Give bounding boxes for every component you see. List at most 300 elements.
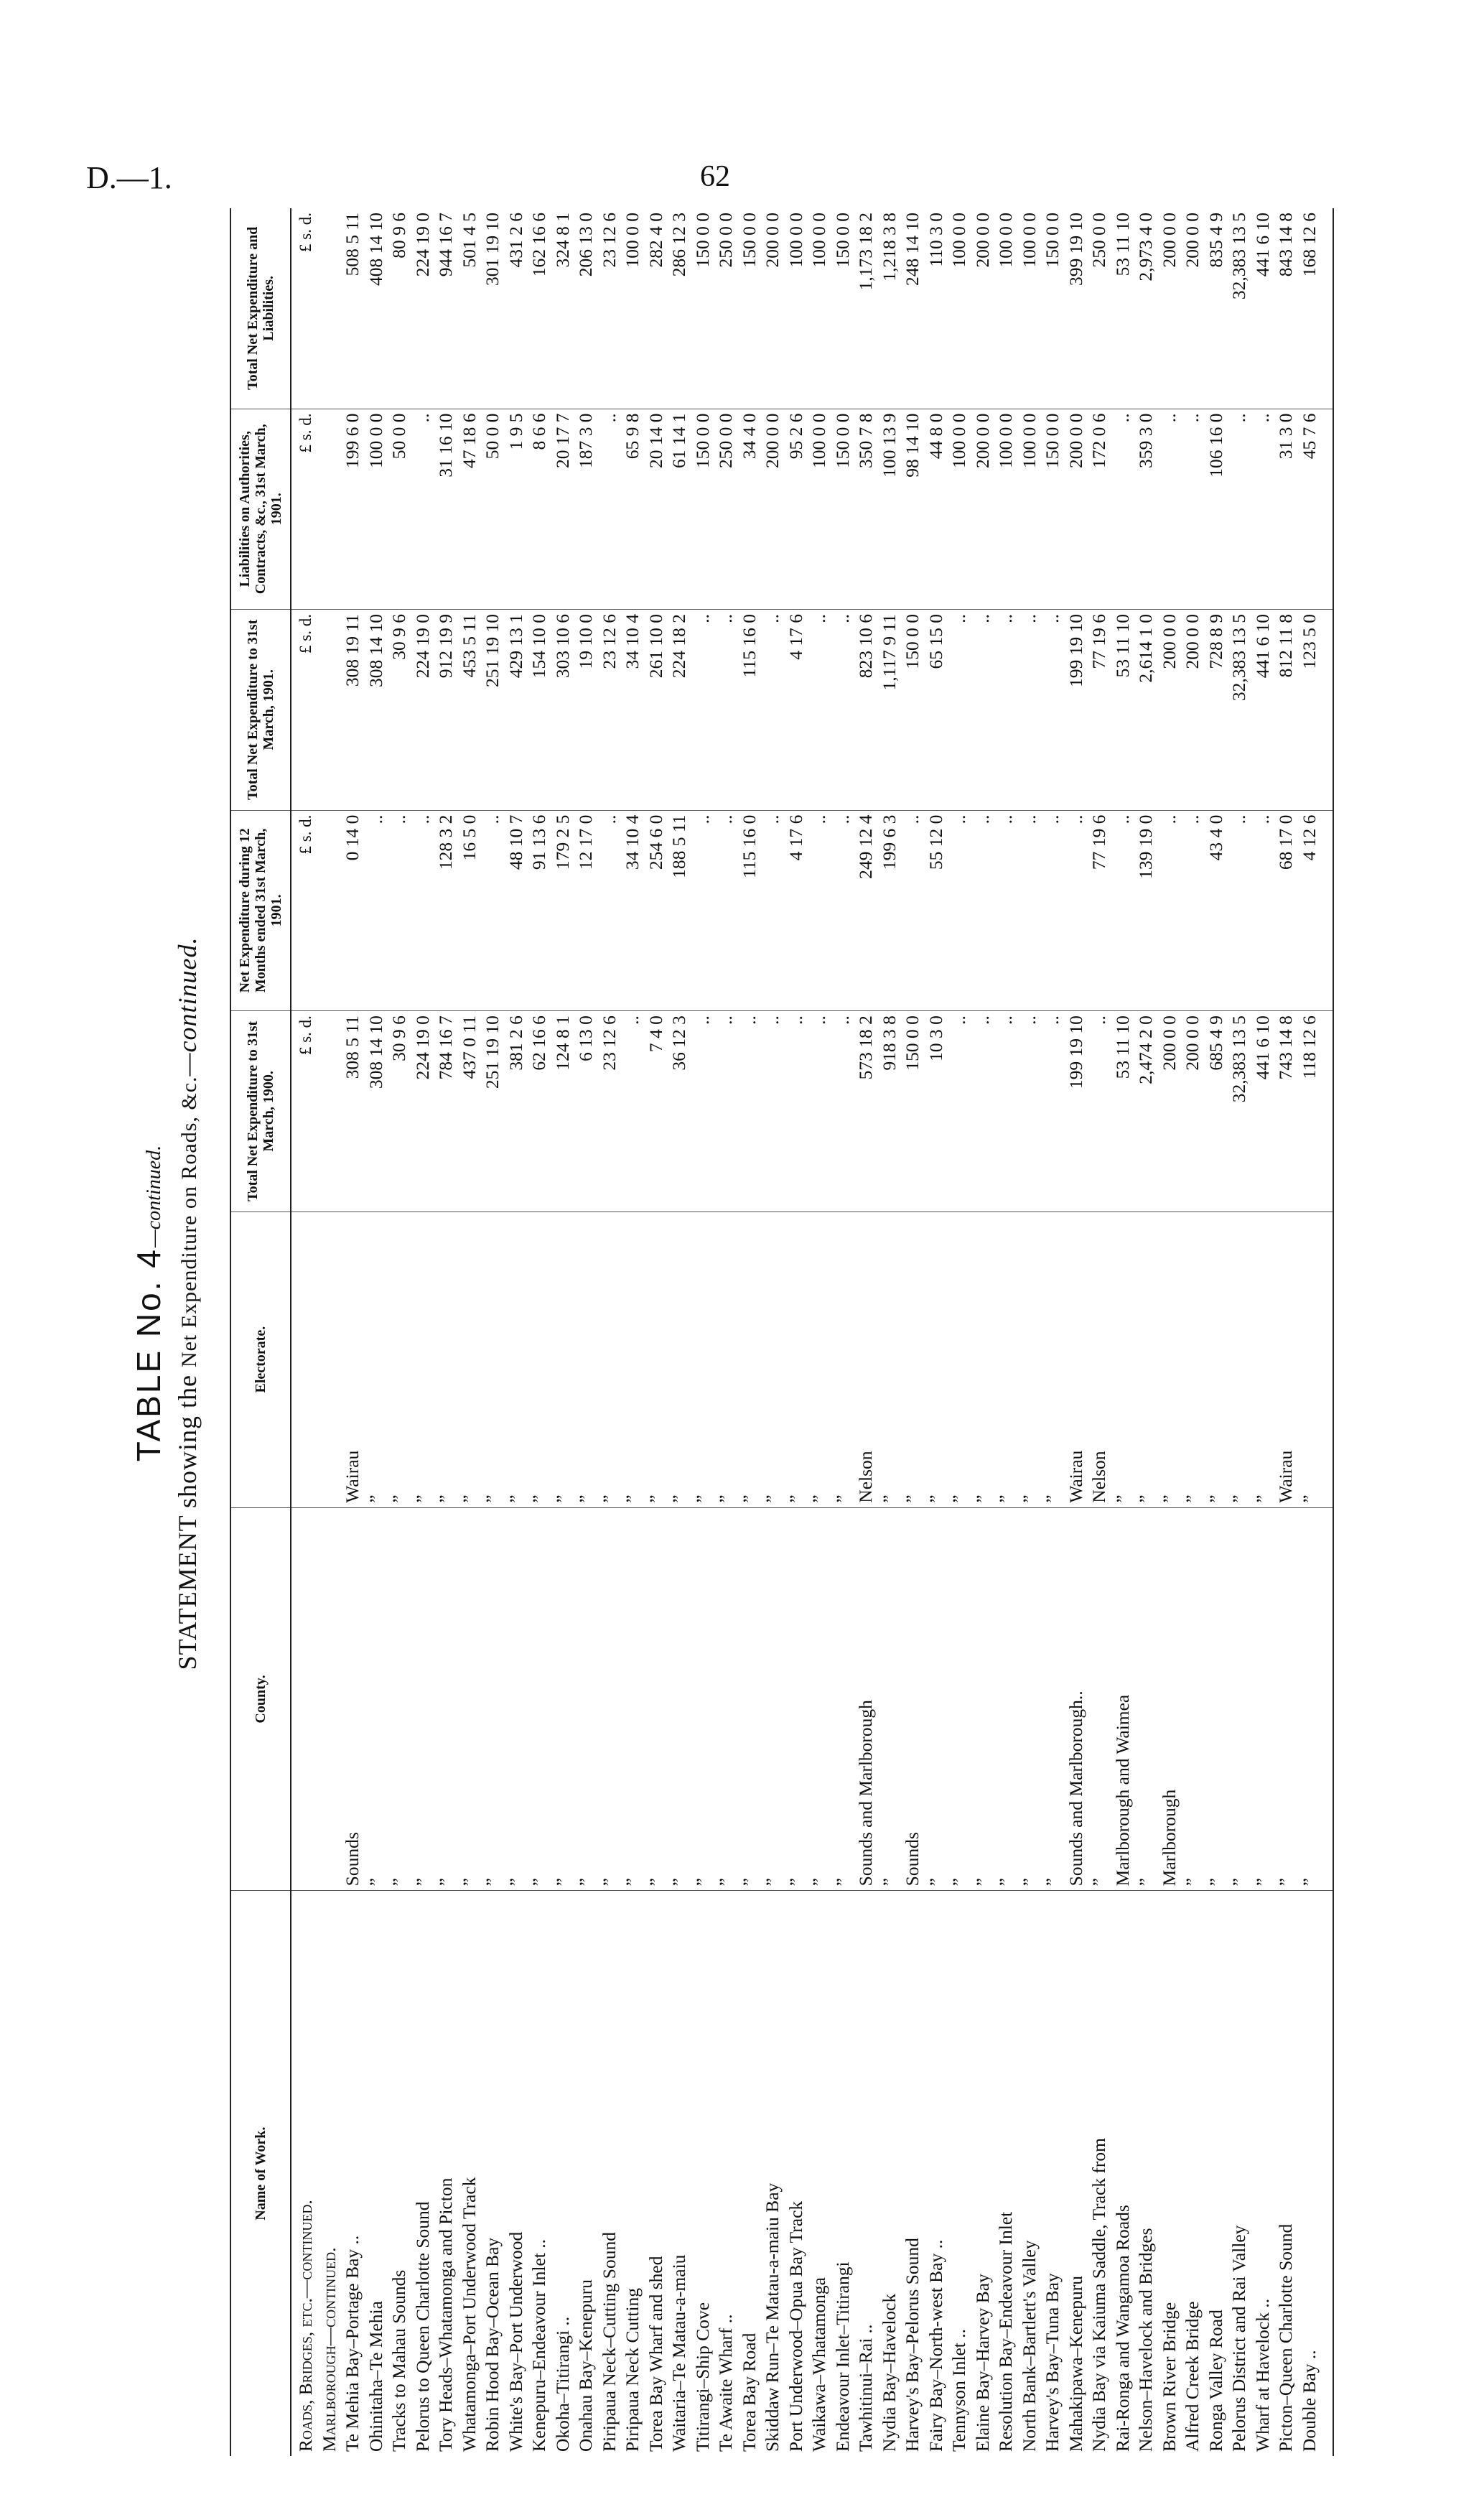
row-total: 80 9 6	[388, 208, 411, 409]
row-electorate: ”	[925, 1212, 948, 1507]
row-electorate: Nelson	[854, 1212, 878, 1507]
table-row	[925, 208, 948, 2456]
row-county: Sounds	[341, 1507, 365, 1891]
row-exp-1900: ..	[691, 1011, 715, 1212]
row-county: ”	[738, 1507, 762, 1891]
row-liabilities: 150 0 0	[691, 409, 715, 610]
row-liabilities: 100 0 0	[1018, 409, 1042, 610]
row-liabilities: 50 0 0	[388, 409, 411, 610]
table-row	[1041, 208, 1065, 2456]
expenditure-table	[230, 208, 1334, 2456]
row-name: Kenepuru–Endeavour Inlet ..	[528, 2239, 549, 2452]
row-exp-12m: ..	[365, 810, 388, 1011]
spacer-cell	[318, 1212, 342, 1507]
row-electorate: ”	[505, 1212, 528, 1507]
row-exp-1900: 36 12 3	[668, 1011, 691, 1212]
row-liabilities: 100 0 0	[994, 409, 1018, 610]
row-county: ”	[411, 1507, 435, 1891]
table-row	[738, 208, 762, 2456]
row-total: 110 3 0	[925, 208, 948, 409]
statement-main: Net Expenditure on Roads, &c.	[177, 1076, 201, 1368]
row-liabilities: 20 14 0	[645, 409, 668, 610]
row-electorate: ”	[1205, 1212, 1228, 1507]
row-exp-12m: 91 13 6	[528, 810, 551, 1011]
row-exp-1900: ..	[1041, 1011, 1065, 1212]
row-total: 150 0 0	[831, 208, 855, 409]
table-row	[1251, 208, 1275, 2456]
row-electorate: Wairau	[1065, 1212, 1088, 1507]
row-exp-1901: 154 10 0	[528, 610, 551, 811]
row-exp-12m: 4 17 6	[785, 810, 808, 1011]
table-row	[574, 208, 598, 2456]
row-electorate: ”	[1134, 1212, 1158, 1507]
row-exp-1901: 77 19 6	[1088, 610, 1111, 811]
table-subtitle	[172, 151, 202, 2456]
row-electorate: ”	[1298, 1212, 1334, 1507]
row-total: 168 12 6	[1298, 208, 1334, 409]
row-exp-1900: ..	[831, 1011, 855, 1212]
row-electorate: ”	[551, 1212, 575, 1507]
row-exp-1901: 53 11 10	[1111, 610, 1135, 811]
row-total: 408 14 10	[365, 208, 388, 409]
row-exp-1900: 200 0 0	[1181, 1011, 1205, 1212]
table-row	[481, 208, 505, 2456]
row-total: 843 14 8	[1274, 208, 1298, 409]
row-county: ”	[1041, 1507, 1065, 1891]
table-row	[528, 208, 551, 2456]
row-exp-12m: 68 17 0	[1274, 810, 1298, 1011]
row-exp-12m: 179 2 5	[551, 810, 575, 1011]
row-exp-12m: 128 3 2	[434, 810, 458, 1011]
table-row	[1111, 208, 1135, 2456]
row-liabilities: 100 0 0	[948, 409, 971, 610]
row-name: White's Bay–Port Underwood	[505, 2231, 526, 2452]
row-liabilities: 187 3 0	[574, 409, 598, 610]
row-total: 282 4 0	[645, 208, 668, 409]
row-electorate: Nelson	[1088, 1212, 1111, 1507]
row-name: Skiddaw Run–Te Matau-a-maiu Bay	[762, 2182, 783, 2452]
row-total: 150 0 0	[738, 208, 762, 409]
row-electorate: ”	[948, 1212, 971, 1507]
table-row	[505, 208, 528, 2456]
row-liabilities: 100 0 0	[808, 409, 831, 610]
row-exp-12m: 34 10 4	[621, 810, 645, 1011]
row-county: ”	[1251, 1507, 1275, 1891]
row-liabilities: 65 9 8	[621, 409, 645, 610]
row-county: ”	[458, 1507, 482, 1891]
table-continued: —continued.	[143, 1145, 165, 1248]
table-row	[1181, 208, 1205, 2456]
row-exp-1900: 743 14 8	[1274, 1011, 1298, 1212]
row-liabilities: 45 7 6	[1298, 409, 1334, 610]
row-exp-1900: 118 12 6	[1298, 1011, 1334, 1212]
row-exp-1900: ..	[971, 1011, 995, 1212]
row-exp-1901: 308 19 11	[341, 610, 365, 811]
row-name: Port Underwood–Opua Bay Track	[785, 2200, 806, 2452]
row-name: Te Mehia Bay–Portage Bay ..	[342, 2235, 363, 2452]
row-total: 100 0 0	[621, 208, 645, 409]
row-exp-1901: 251 19 10	[481, 610, 505, 811]
row-exp-12m: ..	[831, 810, 855, 1011]
row-exp-12m: ..	[1018, 810, 1042, 1011]
row-total: 100 0 0	[785, 208, 808, 409]
row-liabilities: ..	[1181, 409, 1205, 610]
row-exp-1901: ..	[831, 610, 855, 811]
row-electorate: ”	[738, 1212, 762, 1507]
row-liabilities: ..	[598, 409, 622, 610]
row-name: Nelson–Havelock and Bridges	[1135, 2228, 1156, 2452]
spacer-cell	[318, 208, 342, 409]
row-exp-1900: 2,474 2 0	[1134, 1011, 1158, 1212]
row-county: Marlborough and Waimea	[1111, 1507, 1135, 1891]
row-name: Ronga Valley Road	[1205, 2310, 1226, 2452]
row-exp-1900: 200 0 0	[1158, 1011, 1182, 1212]
row-electorate: ”	[434, 1212, 458, 1507]
row-name: Harvey's Bay–Pelorus Sound	[902, 2238, 923, 2452]
row-exp-1900: ..	[761, 1011, 785, 1212]
row-exp-12m: 16 5 0	[458, 810, 482, 1011]
row-electorate: ”	[1158, 1212, 1182, 1507]
row-total: 200 0 0	[1181, 208, 1205, 409]
row-liabilities: 50 0 0	[481, 409, 505, 610]
row-name: Double Bay ..	[1298, 1891, 1334, 2456]
row-name: Nydia Bay–Havelock	[878, 2293, 900, 2452]
row-exp-12m: ..	[901, 810, 925, 1011]
table-row	[901, 208, 925, 2456]
row-electorate: ”	[411, 1212, 435, 1507]
table-row	[1158, 208, 1182, 2456]
row-exp-1900: 62 16 6	[528, 1011, 551, 1212]
row-name: Harvey's Bay–Tuna Bay	[1042, 2273, 1063, 2452]
row-total: 100 0 0	[948, 208, 971, 409]
currency-unit: £ s. d.	[291, 409, 318, 610]
row-name: Picton–Queen Charlotte Sound	[1275, 2223, 1296, 2452]
row-electorate: ”	[528, 1212, 551, 1507]
row-exp-1901: 441 6 10	[1251, 610, 1275, 811]
row-name: Fairy Bay–North-west Bay ..	[925, 2239, 946, 2452]
table-row	[341, 208, 365, 2456]
row-exp-1901: 261 10 0	[645, 610, 668, 811]
row-exp-12m: ..	[1228, 810, 1251, 1011]
row-exp-12m: 55 12 0	[925, 810, 948, 1011]
row-exp-1900: ..	[785, 1011, 808, 1212]
row-liabilities: ..	[1111, 409, 1135, 610]
row-name: Alfred Creek Bridge	[1182, 2301, 1203, 2452]
row-liabilities: 1 9 5	[505, 409, 528, 610]
row-name: Pelorus District and Rai Valley	[1228, 2225, 1249, 2452]
row-electorate: ”	[1018, 1212, 1042, 1507]
row-exp-12m: 254 6 0	[645, 810, 668, 1011]
row-total: 32,383 13 5	[1228, 208, 1251, 409]
row-electorate: Wairau	[341, 1212, 365, 1507]
row-exp-1901: 4 17 6	[785, 610, 808, 811]
row-liabilities: 200 0 0	[1065, 409, 1088, 610]
row-liabilities: 150 0 0	[1041, 409, 1065, 610]
row-county: ”	[1274, 1507, 1298, 1891]
row-liabilities: ..	[1158, 409, 1182, 610]
row-electorate: ”	[878, 1212, 902, 1507]
row-county: ”	[785, 1507, 808, 1891]
row-exp-1901: 150 0 0	[901, 610, 925, 811]
row-county: ”	[528, 1507, 551, 1891]
header-name: Name of Work.	[230, 1891, 291, 2456]
header-exp-12m: Net Expenditure during 12 Months ended 31st March, 1901.	[230, 810, 291, 1011]
row-name: Onahau Bay–Kenepuru	[575, 2279, 596, 2452]
row-liabilities: 100 13 9	[878, 409, 902, 610]
row-exp-12m: ..	[971, 810, 995, 1011]
row-total: 150 0 0	[691, 208, 715, 409]
row-county: Sounds and Marlborough..	[1065, 1507, 1088, 1891]
row-exp-12m: ..	[691, 810, 715, 1011]
row-county: ”	[434, 1507, 458, 1891]
row-electorate: ”	[1181, 1212, 1205, 1507]
row-exp-1900: 308 5 11	[341, 1011, 365, 1212]
row-exp-12m: ..	[994, 810, 1018, 1011]
currency-spacer	[291, 1212, 318, 1507]
row-liabilities: ..	[1228, 409, 1251, 610]
row-county: ”	[1088, 1507, 1111, 1891]
table-row	[831, 208, 855, 2456]
table-row	[1274, 208, 1298, 2456]
row-county: ”	[878, 1507, 902, 1891]
table-row	[598, 208, 622, 2456]
row-exp-1901: 200 0 0	[1158, 610, 1182, 811]
row-total: 835 4 9	[1205, 208, 1228, 409]
row-exp-12m: ..	[1158, 810, 1182, 1011]
row-county: Marlborough	[1158, 1507, 1182, 1891]
row-liabilities: 250 0 0	[714, 409, 738, 610]
row-exp-1901: 728 8 9	[1205, 610, 1228, 811]
row-exp-12m: 77 19 6	[1088, 810, 1111, 1011]
row-exp-12m: 249 12 4	[854, 810, 878, 1011]
section-title: Roads, Bridges, etc.—continued.	[295, 2200, 316, 2452]
row-electorate: ”	[1111, 1212, 1135, 1507]
row-electorate: ”	[714, 1212, 738, 1507]
table-row	[1205, 208, 1228, 2456]
row-exp-12m: 199 6 3	[878, 810, 902, 1011]
row-exp-1900: 251 19 10	[481, 1011, 505, 1212]
row-exp-12m: 4 12 6	[1298, 810, 1334, 1011]
table-row	[388, 208, 411, 2456]
row-county: ”	[668, 1507, 691, 1891]
row-exp-1901: ..	[948, 610, 971, 811]
row-liabilities: 200 0 0	[971, 409, 995, 610]
row-liabilities: 100 0 0	[365, 409, 388, 610]
table-row	[948, 208, 971, 2456]
row-electorate: ”	[994, 1212, 1018, 1507]
row-county: ”	[481, 1507, 505, 1891]
row-total: 224 19 0	[411, 208, 435, 409]
row-exp-1901: 32,383 13 5	[1228, 610, 1251, 811]
header-row	[230, 208, 291, 2456]
row-electorate: ”	[1251, 1212, 1275, 1507]
rotated-table-region	[115, 151, 1378, 2456]
table-row	[878, 208, 902, 2456]
row-total: 286 12 3	[668, 208, 691, 409]
row-county: ”	[761, 1507, 785, 1891]
row-electorate: Wairau	[1274, 1212, 1298, 1507]
row-electorate: ”	[808, 1212, 831, 1507]
row-electorate: ”	[831, 1212, 855, 1507]
row-exp-1900: 32,383 13 5	[1228, 1011, 1251, 1212]
row-name: Wharf at Havelock ..	[1251, 2298, 1273, 2452]
row-total: 200 0 0	[1158, 208, 1182, 409]
table-row	[761, 208, 785, 2456]
table-row	[691, 208, 715, 2456]
row-county: ”	[1298, 1507, 1334, 1891]
table-row	[1018, 208, 1042, 2456]
row-electorate: ”	[1041, 1212, 1065, 1507]
row-electorate: ”	[971, 1212, 995, 1507]
spacer-cell	[318, 1507, 342, 1891]
row-exp-1900: 10 3 0	[925, 1011, 948, 1212]
row-name: Waitaria–Te Matau-a-maiu	[668, 2254, 689, 2452]
table-row	[785, 208, 808, 2456]
row-exp-12m: 0 14 0	[341, 810, 365, 1011]
row-county: ”	[1018, 1507, 1042, 1891]
row-total: 431 2 6	[505, 208, 528, 409]
table-row	[668, 208, 691, 2456]
table-title	[129, 151, 168, 2456]
row-exp-1900: ..	[808, 1011, 831, 1212]
spacer-cell	[318, 610, 342, 811]
row-name: Endeavour Inlet–Titirangi	[831, 2261, 853, 2452]
row-exp-12m: ..	[761, 810, 785, 1011]
document-reference: D.—1.	[86, 160, 172, 195]
row-exp-12m: 48 10 7	[505, 810, 528, 1011]
row-county: ”	[621, 1507, 645, 1891]
row-county: ”	[948, 1507, 971, 1891]
row-exp-1900: ..	[948, 1011, 971, 1212]
row-liabilities: 31 3 0	[1274, 409, 1298, 610]
row-name: North Bank–Bartlett's Valley	[1018, 2240, 1040, 2452]
row-liabilities: 95 2 6	[785, 409, 808, 610]
row-liabilities: 359 3 0	[1134, 409, 1158, 610]
row-total: 162 16 6	[528, 208, 551, 409]
row-name: Piripaua Neck–Cutting Sound	[598, 2232, 620, 2452]
row-exp-1901: 34 10 4	[621, 610, 645, 811]
row-electorate: ”	[458, 1212, 482, 1507]
row-name: Titirangi–Ship Cove	[691, 2302, 713, 2452]
row-exp-1900: 918 3 8	[878, 1011, 902, 1212]
row-exp-12m: ..	[598, 810, 622, 1011]
header-exp-1900: Total Net Expenditure to 31st March, 1900.	[230, 1011, 291, 1212]
row-exp-12m: ..	[714, 810, 738, 1011]
row-exp-1900: 150 0 0	[901, 1011, 925, 1212]
row-exp-1900: 6 13 0	[574, 1011, 598, 1212]
row-total: 23 12 6	[598, 208, 622, 409]
row-county: ”	[365, 1507, 388, 1891]
row-exp-12m: 12 17 0	[574, 810, 598, 1011]
table-row	[365, 208, 388, 2456]
row-total: 324 8 1	[551, 208, 575, 409]
table-row	[551, 208, 575, 2456]
row-total: 248 14 10	[901, 208, 925, 409]
row-name: Pelorus to Queen Charlotte Sound	[411, 2201, 433, 2452]
row-county: ”	[994, 1507, 1018, 1891]
row-exp-1900: ..	[1018, 1011, 1042, 1212]
header-liabilities: Liabilities on Authorities, Contracts, &c., 31st March, 1901.	[230, 409, 291, 610]
table-row	[994, 208, 1018, 2456]
row-name: Piripaua Neck Cutting	[622, 2287, 643, 2452]
row-exp-1901: 23 12 6	[598, 610, 622, 811]
row-exp-12m: ..	[388, 810, 411, 1011]
currency-row	[291, 208, 318, 2456]
row-liabilities: ..	[1251, 409, 1275, 610]
row-name: Whatamonga–Port Underwood Track	[458, 2177, 480, 2452]
table-row	[458, 208, 482, 2456]
row-exp-1901: ..	[1041, 610, 1065, 811]
page-number: 62	[700, 160, 730, 193]
row-total: 100 0 0	[808, 208, 831, 409]
row-exp-1900: 124 8 1	[551, 1011, 575, 1212]
row-liabilities: 61 14 1	[668, 409, 691, 610]
table-row	[621, 208, 645, 2456]
row-total: 53 11 10	[1111, 208, 1135, 409]
row-name: Resolution Bay–Endeavour Inlet	[995, 2211, 1016, 2452]
row-name: Tracks to Mahau Sounds	[388, 2269, 409, 2452]
row-county: ”	[574, 1507, 598, 1891]
row-exp-1900: 784 16 7	[434, 1011, 458, 1212]
row-liabilities: ..	[411, 409, 435, 610]
row-exp-1900: 381 2 6	[505, 1011, 528, 1212]
row-exp-12m: ..	[948, 810, 971, 1011]
row-electorate: ”	[574, 1212, 598, 1507]
row-county: ”	[598, 1507, 622, 1891]
row-name: Torea Bay Road	[738, 2333, 760, 2452]
row-liabilities: 98 14 10	[901, 409, 925, 610]
row-county: ”	[714, 1507, 738, 1891]
table-row	[411, 208, 435, 2456]
spacer-cell	[318, 1011, 342, 1212]
row-total: 250 0 0	[714, 208, 738, 409]
row-exp-1901: 453 5 11	[458, 610, 482, 811]
row-exp-1901: 199 19 10	[1065, 610, 1088, 811]
row-name: Te Awaite Wharf ..	[715, 2314, 736, 2452]
row-county: ”	[1134, 1507, 1158, 1891]
row-exp-1901: 812 11 8	[1274, 610, 1298, 811]
row-total: 206 13 0	[574, 208, 598, 409]
subsection-row	[318, 208, 342, 2456]
table-row	[854, 208, 878, 2456]
row-name: Elaine Bay–Harvey Bay	[971, 2274, 993, 2452]
row-liabilities: 199 6 0	[341, 409, 365, 610]
row-exp-1901: ..	[971, 610, 995, 811]
row-exp-1901: ..	[1018, 610, 1042, 811]
row-exp-12m: 188 5 11	[668, 810, 691, 1011]
row-electorate: ”	[621, 1212, 645, 1507]
row-exp-1901: 19 10 0	[574, 610, 598, 811]
row-total: 200 0 0	[971, 208, 995, 409]
table-row	[645, 208, 668, 2456]
row-total: 150 0 0	[1041, 208, 1065, 409]
row-total: 301 19 10	[481, 208, 505, 409]
row-county: ”	[1228, 1507, 1251, 1891]
row-name: Tawhitinui–Rai ..	[855, 2324, 876, 2452]
row-electorate: ”	[901, 1212, 925, 1507]
row-county: ”	[925, 1507, 948, 1891]
row-liabilities: 31 16 10	[434, 409, 458, 610]
currency-unit: £ s. d.	[291, 208, 318, 409]
row-name: Robin Hood Bay–Ocean Bay	[482, 2237, 503, 2452]
row-county: ”	[388, 1507, 411, 1891]
row-name: Tory Heads–Whatamonga and Picton	[435, 2177, 456, 2452]
row-liabilities: 44 8 0	[925, 409, 948, 610]
row-county: Sounds	[901, 1507, 925, 1891]
row-exp-1901: 224 19 0	[411, 610, 435, 811]
row-exp-1901: 308 14 10	[365, 610, 388, 811]
header-county: County.	[230, 1507, 291, 1891]
